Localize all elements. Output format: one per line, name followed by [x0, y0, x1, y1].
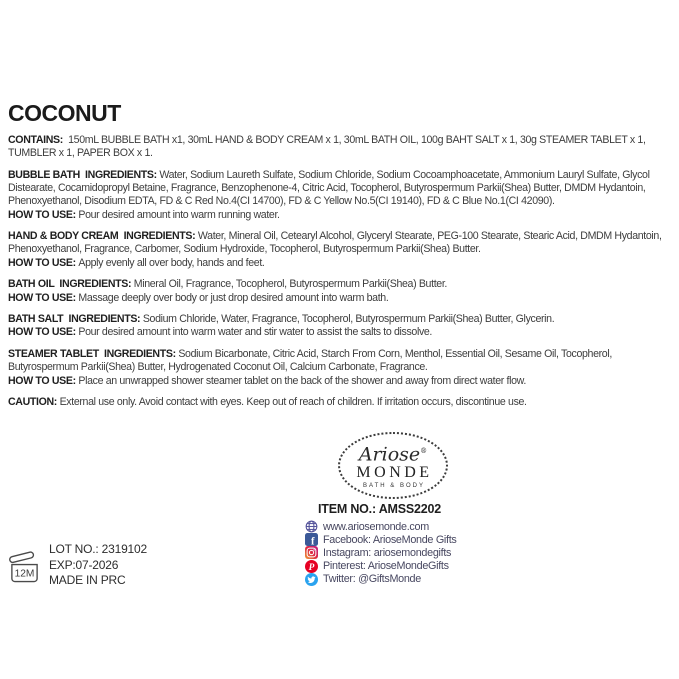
- lot-number: LOT NO.: 2319102: [49, 542, 147, 556]
- steamer-tablet-section: [8, 348, 671, 388]
- how-to-use-label: HOW TO USE:: [8, 326, 79, 339]
- facebook-handle: Facebook: ArioseMonde Gifts: [323, 533, 457, 546]
- social-links: [305, 520, 457, 586]
- item-number: ITEM NO.: AMSS2202: [318, 502, 442, 516]
- social-row-twitter: [305, 573, 457, 586]
- ingredients-label: BUBBLE BATH INGREDIENTS:: [8, 168, 160, 181]
- ingredients-text: Sodium Bicarbonate, Citric Acid, Starch From Corn, Menthol, Essential Oil, Sesame Oil, Tocopherol, Butyrospermum Parkii(Shea) Butter, Hydrogenated Coconut Oil, Calcium Carbonate, Fragrance.: [8, 348, 612, 374]
- lot-info-block: [8, 542, 147, 589]
- period-after-opening-icon: [8, 546, 41, 586]
- lot-text-lines: [49, 542, 147, 589]
- twitter-handle: Twitter: @GiftsMonde: [323, 573, 421, 586]
- bubble-bath-section: [8, 169, 671, 222]
- brand-logo: [338, 432, 448, 499]
- ingredients-label: HAND & BODY CREAM INGREDIENTS:: [8, 230, 198, 243]
- contains-label: CONTAINS:: [8, 134, 69, 146]
- registered-trademark-icon: ®: [420, 447, 428, 456]
- pinterest-icon: [305, 560, 318, 573]
- globe-icon: [305, 520, 318, 533]
- brand-tagline: BATH & BODY: [363, 482, 425, 489]
- brand-script-name: [358, 442, 428, 466]
- ingredients-label: BATH SALT INGREDIENTS:: [8, 313, 143, 326]
- svg-text:P: P: [308, 562, 315, 573]
- caution-label: CAUTION:: [8, 396, 60, 409]
- social-row-facebook: [305, 533, 457, 546]
- contains-section: [8, 134, 671, 160]
- bath-salt-section: [8, 313, 671, 339]
- page-title: COCONUT: [8, 100, 121, 126]
- social-row-pinterest: [305, 560, 457, 573]
- hand-body-cream-section: [8, 230, 671, 270]
- website-url: www.ariosemonde.com: [323, 520, 429, 533]
- bath-oil-section: [8, 278, 671, 304]
- ingredients-text: Water, Sodium Laureth Sulfate, Sodium Chloride, Sodium Cocoamphoacetate, Ammonium Lauryl Sulfate, Glycol Distearate, Cocamidopropyl Betaine, Fragrance, Benzophenone-4, Citric Acid, Tocopherol, Butyrospermum Parkii(Shea) Butter, DMDM Hydantoin, Phenoxyethanol, Disodium EDTA, FD & C Red No.4(CI 14700), FD & C Yellow No.5(CI 19140), FD & C Blue No.1(CI 42090).: [8, 168, 650, 208]
- how-to-use-label: HOW TO USE:: [8, 291, 79, 304]
- how-to-use-label: HOW TO USE:: [8, 374, 79, 387]
- brand-name: MONDE: [356, 463, 433, 481]
- caution-text: External use only. Avoid contact with eyes. Keep out of reach of children. If irritation occurs, discontinue use.: [59, 396, 527, 409]
- expiry-date: EXP:07-2026: [49, 557, 119, 572]
- instagram-handle: Instagram: ariosemondegifts: [323, 546, 452, 559]
- how-to-use-text: Pour desired amount into warm running water.: [78, 208, 280, 221]
- ingredients-label: BATH OIL INGREDIENTS:: [8, 278, 134, 291]
- social-row-website: [305, 520, 457, 533]
- instagram-icon: [305, 546, 318, 559]
- social-row-instagram: [305, 546, 457, 559]
- how-to-use-label: HOW TO USE:: [8, 208, 79, 221]
- how-to-use-text: Apply evenly all over body, hands and feet.: [78, 256, 265, 269]
- how-to-use-text: Pour desired amount into warm water and stir water to assist the salts to dissolve.: [78, 326, 433, 339]
- ingredients-text: Mineral Oil, Fragrance, Tocopherol, Butyrospermum Parkii(Shea) Butter.: [133, 278, 448, 291]
- twitter-icon: [305, 573, 318, 586]
- how-to-use-text: Place an unwrapped shower steamer tablet on the back of the shower and away from direct water flow.: [78, 374, 526, 387]
- svg-text:12M: 12M: [14, 568, 35, 580]
- ingredients-label: STEAMER TABLET INGREDIENTS:: [8, 348, 179, 361]
- brand-name-script-text: Ariose: [358, 443, 421, 466]
- how-to-use-text: Massage deeply over body or just drop desired amount into warm bath.: [78, 291, 389, 304]
- pinterest-handle: Pinterest: ArioseMondeGifts: [323, 560, 449, 573]
- contains-text: 150mL BUBBLE BATH x1, 30mL HAND & BODY CREAM x 1, 30mL BATH OIL, 100g BAHT SALT x 1, 30g STEAMER TABLET x 1, TUMBLER x 1, PAPER BOX x 1.: [8, 134, 646, 160]
- caution-section: [8, 396, 671, 409]
- ingredients-text: Water, Mineral Oil, Cetearyl Alcohol, Glyceryl Stearate, PEG-100 Stearate, Stearic Acid, DMDM Hydantoin, Phenoxyethanol, Fragrance, Carbomer, Sodium Hydroxide, Tocopherol, Butyrospermum Parkii(Shea) Butter.: [8, 230, 662, 256]
- made-in: MADE IN PRC: [49, 573, 126, 587]
- ingredients-text: Sodium Chloride, Water, Fragrance, Tocopherol, Butyrospermum Parkii(Shea) Butter, Glycerin.: [142, 313, 555, 326]
- facebook-icon: [305, 533, 318, 546]
- how-to-use-label: HOW TO USE:: [8, 256, 79, 269]
- svg-text:f: f: [310, 536, 315, 547]
